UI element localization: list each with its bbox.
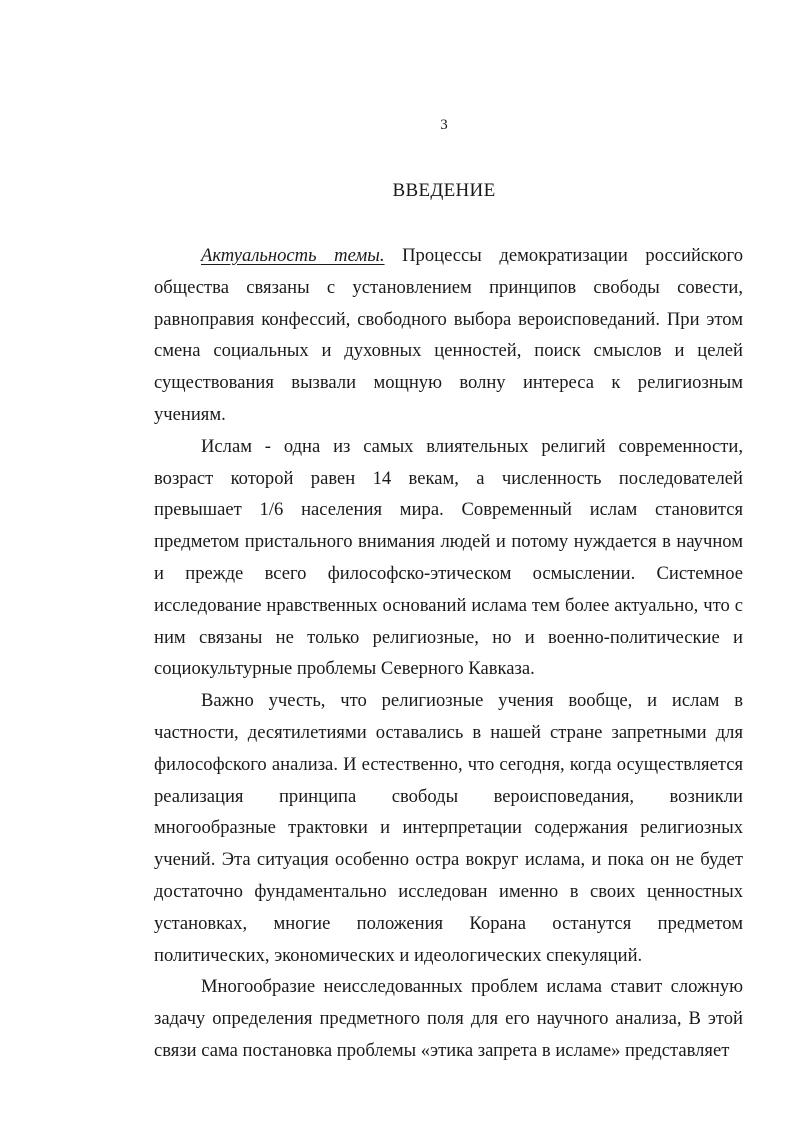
paragraph-text: Многообразие неисследованных проблем ислама ставит сложную задачу определения предметного поля для его научного анализа, В этой связи сама постановка проблемы «этика запрета в исламе» представляет xyxy=(154,976,743,1061)
paragraph-text: Процессы демократизации российского общества связаны с установлением принципов свободы совести, равноправия конфессий, свободного выбора вероисповеданий. При этом смена социальных и духовных ценностей, поиск смыслов и целей существования вызвали мощную волну интереса к религиозным учениям. xyxy=(154,245,743,425)
paragraph-religious-teachings xyxy=(154,685,743,971)
paragraph-lead-label: Актуальность темы. xyxy=(201,245,385,266)
paragraph-text: Ислам - одна из самых влиятельных религий современности, возраст которой равен 14 векам, а численность последователей превышает 1/6 населения мира. Современный ислам становится предметом пристального внимания людей и потому нуждается в научном и прежде всего философско-этическом осмыслении. Системное исследование нравственных оснований ислама тем более актуально, что с ним связаны не только религиозные, но и военно-политические и социокультурные проблемы Северного Кавказа. xyxy=(154,435,743,680)
body-text xyxy=(154,240,743,1067)
paragraph-islam xyxy=(154,431,743,685)
paragraph-diversity xyxy=(154,971,743,1066)
paragraph-text: Важно учесть, что религиозные учения вообще, и ислам в частности, десятилетиями оставались в нашей стране запретными для философского анализа. И естественно, что сегодня, когда осуществляется реализация принципа свободы вероисповедания, возникли многообразные трактовки и интерпретации содержания религиозных учений. Эта ситуация особенно остра вокруг ислама, и пока он не будет достаточно фундаментально исследован именно в своих ценностных установках, многие положения Корана останутся предметом политических, экономических и идеологических спекуляций. xyxy=(154,690,743,966)
paragraph-relevance xyxy=(154,240,743,431)
page-number: 3 xyxy=(440,117,448,133)
section-heading: ВВЕДЕНИЕ xyxy=(392,180,496,201)
